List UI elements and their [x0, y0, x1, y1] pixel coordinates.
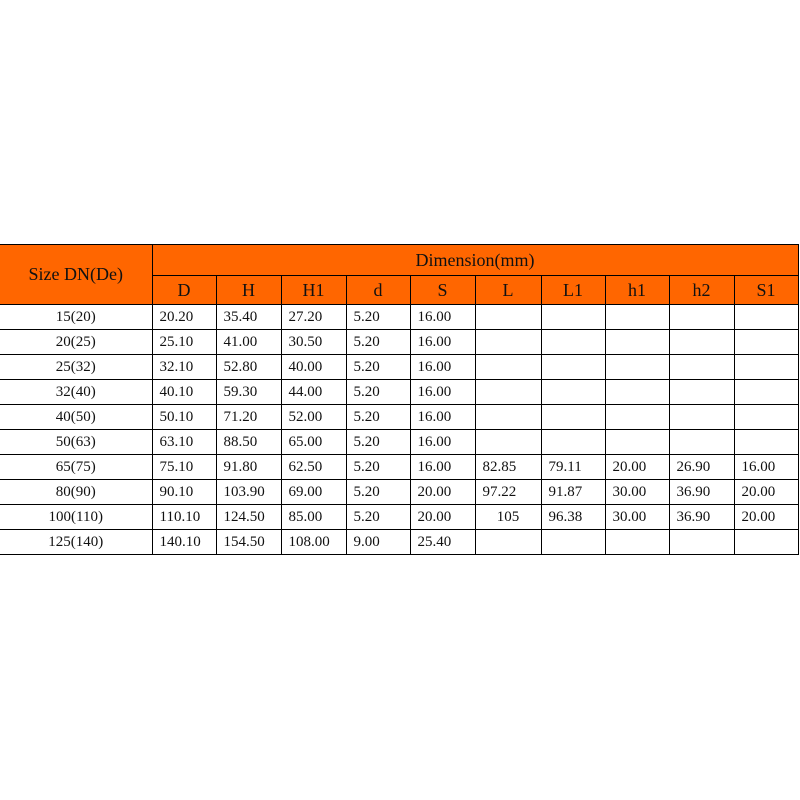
value-cell-l1 — [541, 330, 605, 355]
value-cell-h: 88.50 — [216, 430, 281, 455]
value-cell-d: 40.10 — [152, 380, 216, 405]
table-row — [0, 380, 798, 405]
dimension-table — [0, 244, 799, 555]
value-cell-s: 20.00 — [410, 480, 475, 505]
value-cell-s: 16.00 — [410, 430, 475, 455]
value-cell-h1: 30.50 — [281, 330, 346, 355]
column-header-h1: h1 — [605, 276, 669, 305]
value-cell-d: 5.20 — [346, 380, 410, 405]
value-cell-h1: 108.00 — [281, 530, 346, 555]
table-row — [0, 530, 798, 555]
value-cell-d: 20.20 — [152, 305, 216, 330]
size-cell: 25(32) — [0, 355, 152, 380]
value-cell-h: 154.50 — [216, 530, 281, 555]
size-cell: 50(63) — [0, 430, 152, 455]
value-cell-h1: 44.00 — [281, 380, 346, 405]
size-cell: 40(50) — [0, 405, 152, 430]
size-cell: 15(20) — [0, 305, 152, 330]
value-cell-h1: 30.00 — [605, 480, 669, 505]
value-cell-h2 — [669, 330, 734, 355]
value-cell-h2 — [669, 380, 734, 405]
table-row — [0, 505, 798, 530]
size-header: Size DN(De) — [0, 245, 152, 305]
value-cell-l — [475, 430, 541, 455]
value-cell-s1: 20.00 — [734, 505, 798, 530]
value-cell-h2 — [669, 355, 734, 380]
value-cell-l — [475, 355, 541, 380]
value-cell-s1 — [734, 405, 798, 430]
value-cell-d: 110.10 — [152, 505, 216, 530]
value-cell-s: 16.00 — [410, 330, 475, 355]
value-cell-h: 103.90 — [216, 480, 281, 505]
value-cell-h2: 26.90 — [669, 455, 734, 480]
value-cell-l: 97.22 — [475, 480, 541, 505]
value-cell-h2 — [669, 405, 734, 430]
value-cell-s: 16.00 — [410, 455, 475, 480]
table-row — [0, 455, 798, 480]
value-cell-h1: 62.50 — [281, 455, 346, 480]
value-cell-h1: 52.00 — [281, 405, 346, 430]
value-cell-s1 — [734, 530, 798, 555]
value-cell-s1 — [734, 355, 798, 380]
value-cell-h: 91.80 — [216, 455, 281, 480]
value-cell-h1 — [605, 405, 669, 430]
value-cell-s: 16.00 — [410, 405, 475, 430]
value-cell-l: 105 — [475, 505, 541, 530]
value-cell-h1 — [605, 305, 669, 330]
column-header-d: D — [152, 276, 216, 305]
size-cell: 32(40) — [0, 380, 152, 405]
size-cell: 20(25) — [0, 330, 152, 355]
value-cell-s1: 20.00 — [734, 480, 798, 505]
value-cell-s: 25.40 — [410, 530, 475, 555]
table-row — [0, 330, 798, 355]
value-cell-d: 63.10 — [152, 430, 216, 455]
value-cell-h: 52.80 — [216, 355, 281, 380]
value-cell-s1 — [734, 305, 798, 330]
value-cell-h1: 85.00 — [281, 505, 346, 530]
value-cell-d: 5.20 — [346, 480, 410, 505]
value-cell-l1 — [541, 355, 605, 380]
value-cell-h: 71.20 — [216, 405, 281, 430]
value-cell-h2 — [669, 305, 734, 330]
value-cell-d: 5.20 — [346, 330, 410, 355]
value-cell-h: 124.50 — [216, 505, 281, 530]
table-row — [0, 480, 798, 505]
value-cell-d: 9.00 — [346, 530, 410, 555]
dimension-table-container — [0, 244, 800, 555]
value-cell-h1 — [605, 330, 669, 355]
dimension-group-header: Dimension(mm) — [152, 245, 798, 276]
value-cell-h1: 30.00 — [605, 505, 669, 530]
value-cell-h: 59.30 — [216, 380, 281, 405]
value-cell-h2 — [669, 430, 734, 455]
size-cell: 65(75) — [0, 455, 152, 480]
value-cell-h1: 69.00 — [281, 480, 346, 505]
value-cell-l — [475, 380, 541, 405]
value-cell-s1 — [734, 380, 798, 405]
value-cell-h1: 27.20 — [281, 305, 346, 330]
column-header-s: S — [410, 276, 475, 305]
table-row — [0, 405, 798, 430]
column-header-s1: S1 — [734, 276, 798, 305]
value-cell-l — [475, 330, 541, 355]
value-cell-h1: 65.00 — [281, 430, 346, 455]
value-cell-h1: 40.00 — [281, 355, 346, 380]
value-cell-l1 — [541, 530, 605, 555]
table-row — [0, 305, 798, 330]
value-cell-l1: 91.87 — [541, 480, 605, 505]
size-cell: 100(110) — [0, 505, 152, 530]
value-cell-d: 5.20 — [346, 405, 410, 430]
value-cell-l1 — [541, 305, 605, 330]
value-cell-h2 — [669, 530, 734, 555]
value-cell-d: 5.20 — [346, 430, 410, 455]
value-cell-h2: 36.90 — [669, 480, 734, 505]
value-cell-h1 — [605, 530, 669, 555]
value-cell-s1 — [734, 330, 798, 355]
value-cell-s: 16.00 — [410, 380, 475, 405]
value-cell-d: 25.10 — [152, 330, 216, 355]
value-cell-d: 140.10 — [152, 530, 216, 555]
value-cell-h: 35.40 — [216, 305, 281, 330]
value-cell-l: 82.85 — [475, 455, 541, 480]
value-cell-s: 20.00 — [410, 505, 475, 530]
value-cell-s1: 16.00 — [734, 455, 798, 480]
column-header-l: L — [475, 276, 541, 305]
value-cell-l1: 79.11 — [541, 455, 605, 480]
size-cell: 125(140) — [0, 530, 152, 555]
value-cell-l1 — [541, 430, 605, 455]
value-cell-l1: 96.38 — [541, 505, 605, 530]
size-cell: 80(90) — [0, 480, 152, 505]
column-header-d: d — [346, 276, 410, 305]
value-cell-d: 50.10 — [152, 405, 216, 430]
value-cell-d: 5.20 — [346, 455, 410, 480]
value-cell-d: 90.10 — [152, 480, 216, 505]
column-header-l1: L1 — [541, 276, 605, 305]
column-header-h: H — [216, 276, 281, 305]
value-cell-s: 16.00 — [410, 355, 475, 380]
value-cell-s: 16.00 — [410, 305, 475, 330]
column-header-h2: h2 — [669, 276, 734, 305]
value-cell-d: 5.20 — [346, 355, 410, 380]
table-body — [0, 305, 798, 555]
value-cell-d: 5.20 — [346, 505, 410, 530]
value-cell-d: 5.20 — [346, 305, 410, 330]
value-cell-h: 41.00 — [216, 330, 281, 355]
value-cell-h1 — [605, 380, 669, 405]
value-cell-h1: 20.00 — [605, 455, 669, 480]
column-header-h1: H1 — [281, 276, 346, 305]
table-row — [0, 355, 798, 380]
value-cell-l — [475, 405, 541, 430]
value-cell-s1 — [734, 430, 798, 455]
value-cell-h2: 36.90 — [669, 505, 734, 530]
value-cell-h1 — [605, 430, 669, 455]
value-cell-l — [475, 305, 541, 330]
value-cell-d: 75.10 — [152, 455, 216, 480]
value-cell-h1 — [605, 355, 669, 380]
value-cell-d: 32.10 — [152, 355, 216, 380]
value-cell-l1 — [541, 405, 605, 430]
value-cell-l — [475, 530, 541, 555]
value-cell-l1 — [541, 380, 605, 405]
table-row — [0, 430, 798, 455]
